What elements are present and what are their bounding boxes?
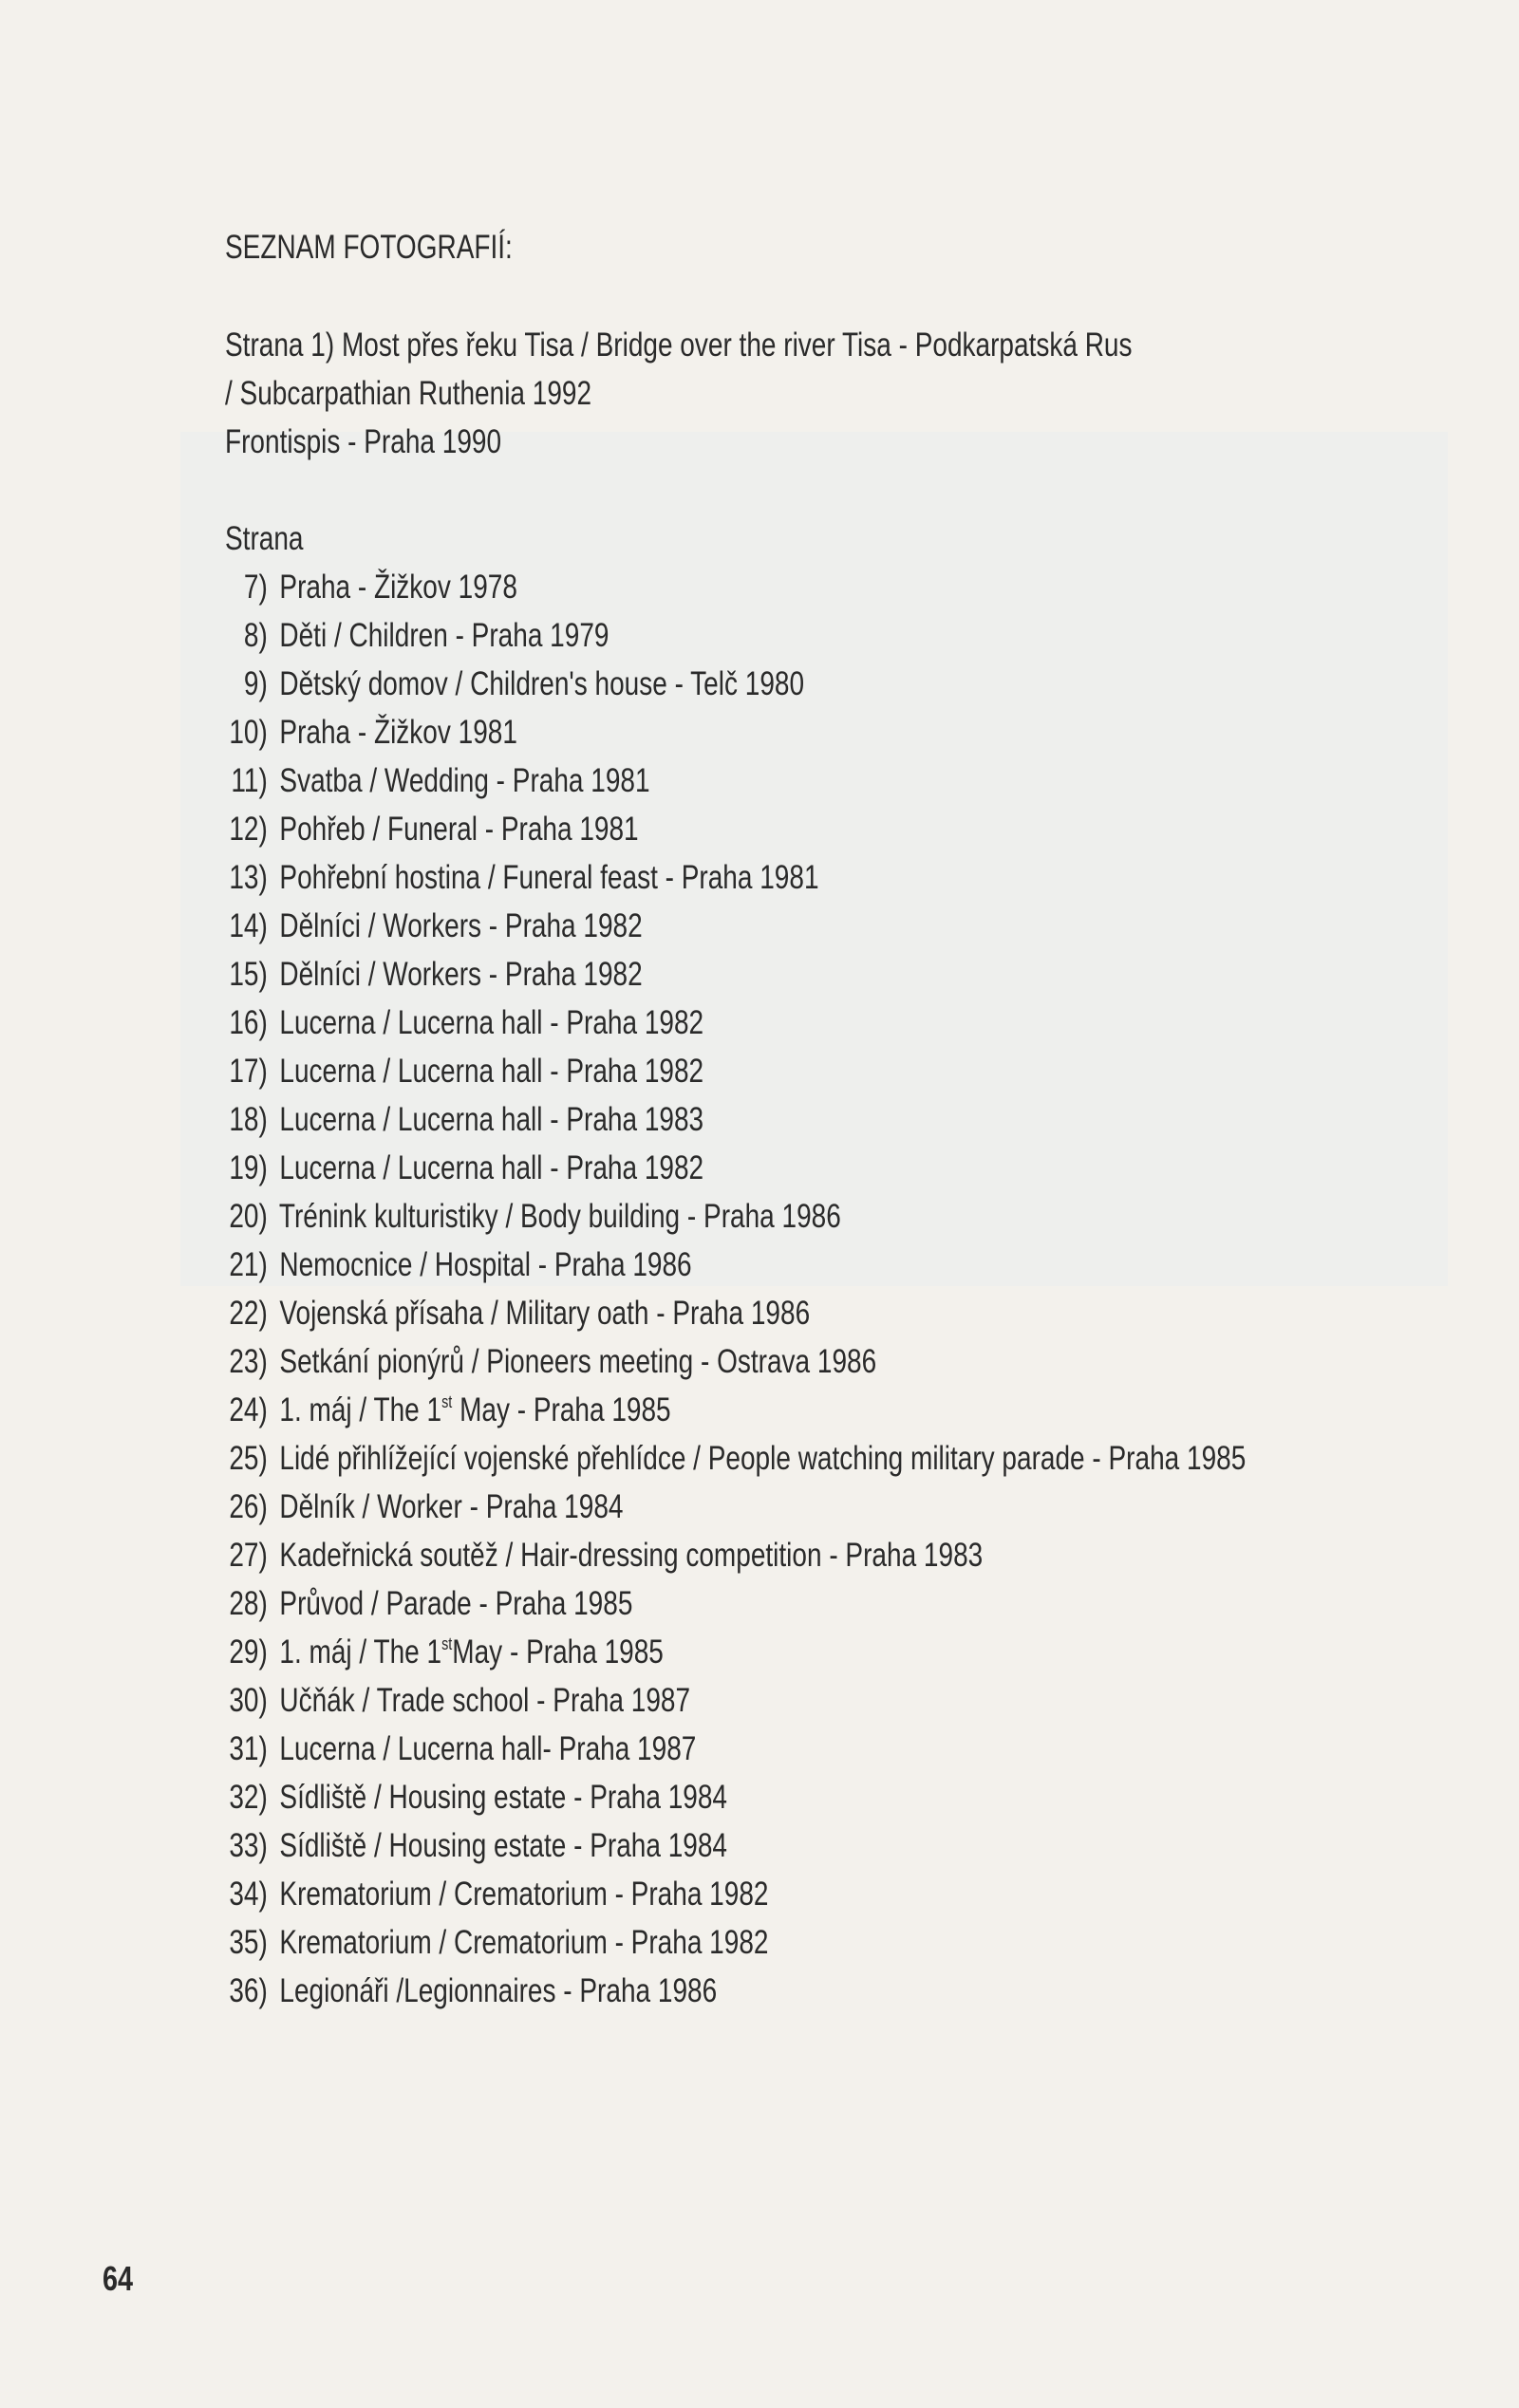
- list-item: [225, 1241, 1212, 1289]
- list-item-text: May - Praha 1985: [452, 1391, 671, 1428]
- list-item: [225, 611, 1212, 660]
- list-item: [225, 853, 1212, 902]
- list-item-text: Průvod / Parade - Praha 1985: [279, 1585, 633, 1622]
- list-item-number: 17): [229, 1053, 268, 1090]
- list-item-number: 29): [229, 1633, 268, 1671]
- list-item: [225, 1144, 1212, 1192]
- page-number: 64: [103, 2259, 134, 2298]
- list-item-number: 32): [229, 1779, 268, 1816]
- list-item: [225, 1773, 1212, 1821]
- list-item: [225, 1531, 1212, 1579]
- list-item-number: 36): [229, 1972, 268, 2009]
- list-item: [225, 999, 1212, 1047]
- list-item-number: 27): [229, 1537, 268, 1574]
- list-heading: SEZNAM FOTOGRAFIÍ:: [225, 229, 513, 266]
- list-item-text: Dělníci / Workers - Praha 1982: [279, 956, 643, 993]
- list-item-number: 9): [243, 665, 268, 702]
- list-item-text: May - Praha 1985: [452, 1633, 664, 1671]
- list-item-number: 12): [229, 811, 268, 848]
- list-item-text: Lucerna / Lucerna hall - Praha 1982: [279, 1149, 704, 1186]
- list-item-text: Krematorium / Crematorium - Praha 1982: [279, 1924, 769, 1961]
- list-item: [225, 1918, 1212, 1967]
- list-item-text: Pohřeb / Funeral - Praha 1981: [279, 811, 639, 848]
- list-item: [225, 902, 1212, 950]
- list-item-text: Setkání pionýrů / Pioneers meeting - Ostrava 1986: [279, 1343, 877, 1380]
- list-item-text: Nemocnice / Hospital - Praha 1986: [279, 1246, 692, 1283]
- list-item-number: 18): [229, 1101, 268, 1138]
- list-item-number: 23): [229, 1343, 268, 1380]
- list-item: [225, 950, 1212, 999]
- list-item-number: 16): [229, 1004, 268, 1041]
- list-item: [225, 1386, 1212, 1434]
- list-item-text: Lucerna / Lucerna hall- Praha 1987: [279, 1730, 697, 1767]
- list-item-text: Praha - Žižkov 1978: [279, 569, 517, 606]
- list-item: [225, 1192, 1212, 1241]
- list-item-text: Trénink kulturistiky / Body building - Praha 1986: [278, 1198, 841, 1235]
- list-item-text: 1. máj / The 1: [279, 1391, 442, 1428]
- list-item-text: Vojenská přísaha / Military oath - Praha 1986: [279, 1295, 811, 1332]
- list-item-text: st: [441, 1392, 453, 1411]
- list-item: [225, 1725, 1212, 1773]
- list-item: [225, 1870, 1212, 1918]
- list-item-text: Lucerna / Lucerna hall - Praha 1982: [279, 1004, 704, 1041]
- list-item-text: Pohřební hostina / Funeral feast - Praha 1981: [279, 859, 819, 896]
- list-item-text: Dělník / Worker - Praha 1984: [279, 1488, 624, 1525]
- list-item-number: 13): [229, 859, 268, 896]
- list-item-text: Lucerna / Lucerna hall - Praha 1982: [279, 1053, 704, 1090]
- list-item: [225, 1967, 1212, 2015]
- photo-list-content: [225, 223, 1247, 2015]
- list-item-text: Sídliště / Housing estate - Praha 1984: [279, 1779, 727, 1816]
- intro-line: / Subcarpathian Ruthenia 1992: [225, 375, 592, 412]
- list-item-number: 14): [229, 907, 268, 944]
- list-item: [225, 708, 1212, 756]
- list-item: [225, 1095, 1212, 1144]
- list-item-number: 10): [229, 714, 268, 751]
- list-item-number: 28): [229, 1585, 268, 1622]
- intro-line: Strana 1) Most přes řeku Tisa / Bridge over the river Tisa - Podkarpatská Rus: [225, 327, 1133, 364]
- list-item-number: 8): [243, 617, 268, 654]
- list-item-number: 33): [229, 1827, 268, 1864]
- list-item-text: 1. máj / The 1: [279, 1633, 442, 1671]
- list-item-text: Krematorium / Crematorium - Praha 1982: [279, 1876, 769, 1913]
- list-item-text: Dělníci / Workers - Praha 1982: [279, 907, 643, 944]
- list-item-text: Lucerna / Lucerna hall - Praha 1983: [279, 1101, 704, 1138]
- list-item-number: 34): [229, 1876, 268, 1913]
- list-item-text: Svatba / Wedding - Praha 1981: [279, 762, 650, 799]
- list-item-number: 31): [229, 1730, 268, 1767]
- list-item: [225, 805, 1212, 853]
- list-item-number: 19): [229, 1149, 268, 1186]
- list-item-number: 26): [229, 1488, 268, 1525]
- list-item: [225, 660, 1212, 708]
- list-item: [225, 1047, 1212, 1095]
- list-item: [225, 1289, 1212, 1337]
- list-item: [225, 1434, 1247, 1483]
- list-item-text: Lidé přihlížející vojenské přehlídce / People watching military parade - Praha 1985: [279, 1440, 1247, 1477]
- list-item: [225, 1483, 1212, 1531]
- list-item: [225, 1676, 1212, 1725]
- list-item: [225, 563, 1212, 611]
- list-item: [225, 1579, 1212, 1628]
- list-item: [225, 1337, 1212, 1386]
- list-item-text: Praha - Žižkov 1981: [279, 714, 517, 751]
- list-item-number: 22): [229, 1295, 268, 1332]
- list-item-text: Dětský domov / Children's house - Telč 1980: [279, 665, 805, 702]
- intro-line: Frontispis - Praha 1990: [225, 423, 502, 460]
- list-item: [225, 1821, 1212, 1870]
- list-item-text: Kadeřnická soutěž / Hair-dressing competition - Praha 1983: [279, 1537, 984, 1574]
- intro-block: [225, 321, 1212, 466]
- list-item-number: 20): [229, 1198, 268, 1235]
- list-item-text: Učňák / Trade school - Praha 1987: [279, 1682, 691, 1719]
- list-item-number: 30): [229, 1682, 268, 1719]
- list-item-text: st: [441, 1634, 453, 1653]
- list-item-text: Děti / Children - Praha 1979: [279, 617, 609, 654]
- list-item-number: 7): [243, 569, 268, 606]
- list-item-number: 25): [229, 1440, 268, 1477]
- photo-list: [225, 563, 1247, 2015]
- list-item-number: 24): [229, 1391, 268, 1428]
- list-item-text: Sídliště / Housing estate - Praha 1984: [279, 1827, 727, 1864]
- list-item-number: 35): [229, 1924, 268, 1961]
- list-item-number: 15): [229, 956, 268, 993]
- strana-label: Strana: [225, 520, 304, 557]
- list-item-text: Legionáři /Legionnaires - Praha 1986: [279, 1972, 718, 2009]
- list-item-number: 21): [229, 1246, 268, 1283]
- list-item: [225, 756, 1212, 805]
- list-item-number: 11): [231, 762, 268, 799]
- list-item: [225, 1628, 1212, 1676]
